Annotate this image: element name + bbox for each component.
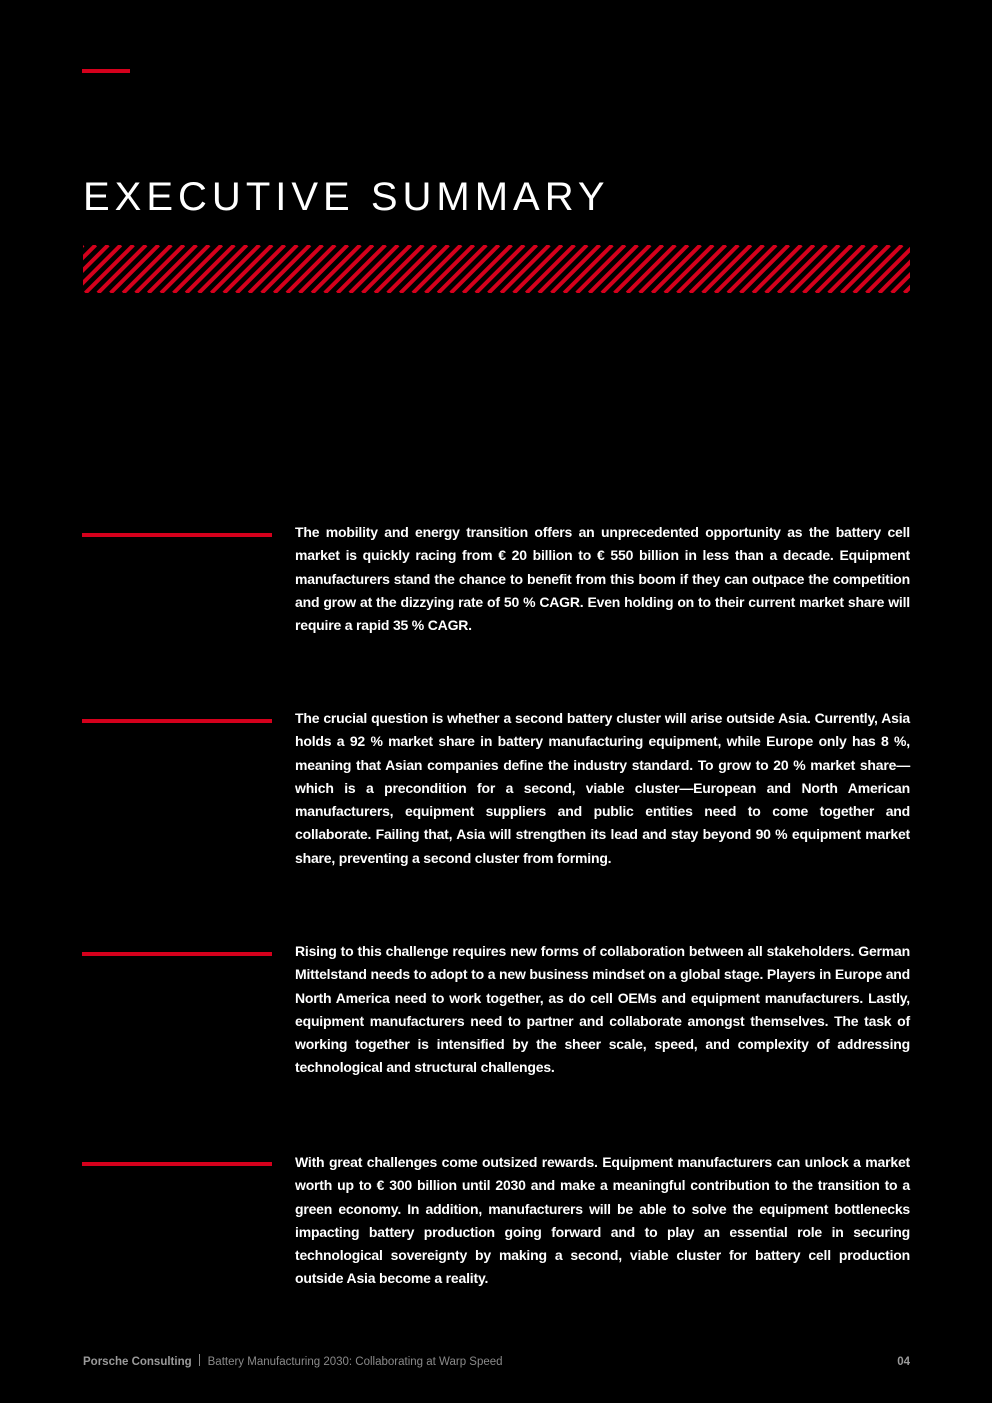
hatch-stripe bbox=[363, 245, 411, 293]
hatch-stripe bbox=[514, 245, 562, 293]
hatch-stripe bbox=[85, 245, 133, 293]
hatch-stripe bbox=[350, 245, 398, 293]
hatch-stripe bbox=[375, 245, 423, 293]
top-accent-bar bbox=[82, 69, 130, 73]
hatch-stripe bbox=[237, 245, 285, 293]
hatch-stripe bbox=[741, 245, 789, 293]
hatch-stripe bbox=[451, 245, 499, 293]
hatch-stripe bbox=[174, 245, 222, 293]
hatch-stripe bbox=[300, 245, 348, 293]
hatch-stripe bbox=[728, 245, 776, 293]
hatch-stripe bbox=[526, 245, 574, 293]
hatch-stripe bbox=[274, 245, 322, 293]
hatch-stripe bbox=[627, 245, 675, 293]
hatch-stripe bbox=[690, 245, 738, 293]
hatch-stripe bbox=[715, 245, 763, 293]
section-divider bbox=[82, 533, 272, 537]
hatch-stripe bbox=[161, 245, 209, 293]
page-title: EXECUTIVE SUMMARY bbox=[83, 175, 610, 219]
page-footer bbox=[83, 1354, 910, 1370]
page-number: 04 bbox=[897, 1356, 910, 1368]
hatch-stripe bbox=[665, 245, 713, 293]
hatch-stripe bbox=[829, 245, 877, 293]
hatch-stripe bbox=[703, 245, 751, 293]
hatch-stripe bbox=[577, 245, 625, 293]
hatch-stripe bbox=[841, 245, 889, 293]
hatch-stripe bbox=[426, 245, 474, 293]
hatch-stripe bbox=[602, 245, 650, 293]
hatch-stripe bbox=[778, 245, 826, 293]
hatch-stripe bbox=[287, 245, 335, 293]
footer-brand: Porsche Consulting bbox=[83, 1356, 192, 1368]
footer-separator bbox=[199, 1354, 200, 1366]
hatch-stripe bbox=[148, 245, 196, 293]
hatch-stripe bbox=[199, 245, 247, 293]
summary-paragraph: The crucial question is whether a second battery cluster will arise outside Asia. Currently, Asia holds a 92 % market share in battery manufacturing equipment, while Europe only has 8 %, meaning that Asian companies define the industry standard. To grow to 20 % market share—which is a precondition for a second, viable cluster—European and North American manufacturers, equipment suppliers and public entities need to come together and collaborate. Failing that, Asia will strengthen its lead and stay beyond 90 % equipment market share, preventing a second cluster from forming. bbox=[295, 710, 910, 866]
hatch-stripe bbox=[400, 245, 448, 293]
hatch-stripe bbox=[186, 245, 234, 293]
hatch-stripe bbox=[615, 245, 663, 293]
hatch-stripe bbox=[640, 245, 688, 293]
red-hatch-band bbox=[83, 245, 910, 293]
hatch-stripe bbox=[678, 245, 726, 293]
summary-paragraph: Rising to this challenge requires new forms of collaboration between all stakeholders. German Mittelstand needs to adopt to a new business mindset on a global stage. Players in Europe and North America need to work together, as do cell OEMs and equipment manufacturers. Lastly, equipment manufacturers need to partner and collaborate amongst themselves. The task of working together is intensified by the sheer scale, speed, and complexity of addressing technological and structural challenges. bbox=[295, 943, 910, 1076]
hatch-stripe bbox=[438, 245, 486, 293]
hatch-stripe bbox=[463, 245, 511, 293]
hatch-stripe bbox=[753, 245, 801, 293]
hatch-stripe bbox=[123, 245, 171, 293]
hatch-stripe bbox=[589, 245, 637, 293]
summary-paragraph: With great challenges come outsized rewards. Equipment manufacturers can unlock a market worth up to € 300 billion until 2030 and make a meaningful contribution to the transition to a green economy. In addition, manufacturers will be able to solve the equipment bottlenecks impacting battery production going forward and to play an essential role in securing technological sovereignty by making a second, viable cluster for battery cell production outside Asia become a reality. bbox=[295, 1154, 910, 1287]
hatch-stripe bbox=[804, 245, 852, 293]
hatch-stripe bbox=[262, 245, 310, 293]
hatch-stripe bbox=[111, 245, 159, 293]
section-divider bbox=[82, 952, 272, 956]
section-divider bbox=[82, 1162, 272, 1166]
hatch-stripe bbox=[224, 245, 272, 293]
hatch-stripe bbox=[501, 245, 549, 293]
summary-paragraph: The mobility and energy transition offers an unprecedented opportunity as the battery cell market is quickly racing from € 20 billion to € 550 billion in less than a decade. Equipment manufacturers stand the chance to benefit from this boom if they can outpace the competition and grow at the dizzying rate of 50 % CAGR. Even holding on to their current market share will require a rapid 35 % CAGR. bbox=[295, 524, 910, 634]
hatch-stripe bbox=[652, 245, 700, 293]
hatch-stripe bbox=[791, 245, 839, 293]
hatch-stripe bbox=[337, 245, 385, 293]
hatch-stripe bbox=[98, 245, 146, 293]
hatch-stripe bbox=[312, 245, 360, 293]
hatch-stripe bbox=[564, 245, 612, 293]
hatch-stripe bbox=[489, 245, 537, 293]
footer-publication-title: Battery Manufacturing 2030: Collaborating at Warp Speed bbox=[207, 1356, 503, 1368]
hatch-stripe bbox=[325, 245, 373, 293]
hatch-stripe bbox=[413, 245, 461, 293]
hatch-stripe bbox=[388, 245, 436, 293]
hatch-stripe bbox=[136, 245, 184, 293]
hatch-stripe bbox=[476, 245, 524, 293]
section-divider bbox=[82, 719, 272, 723]
hatch-stripe bbox=[854, 245, 902, 293]
hatch-stripe bbox=[816, 245, 864, 293]
hatch-stripe bbox=[211, 245, 259, 293]
hatch-stripe bbox=[249, 245, 297, 293]
hatch-stripe bbox=[552, 245, 600, 293]
hatch-stripe bbox=[766, 245, 814, 293]
hatch-stripe bbox=[539, 245, 587, 293]
